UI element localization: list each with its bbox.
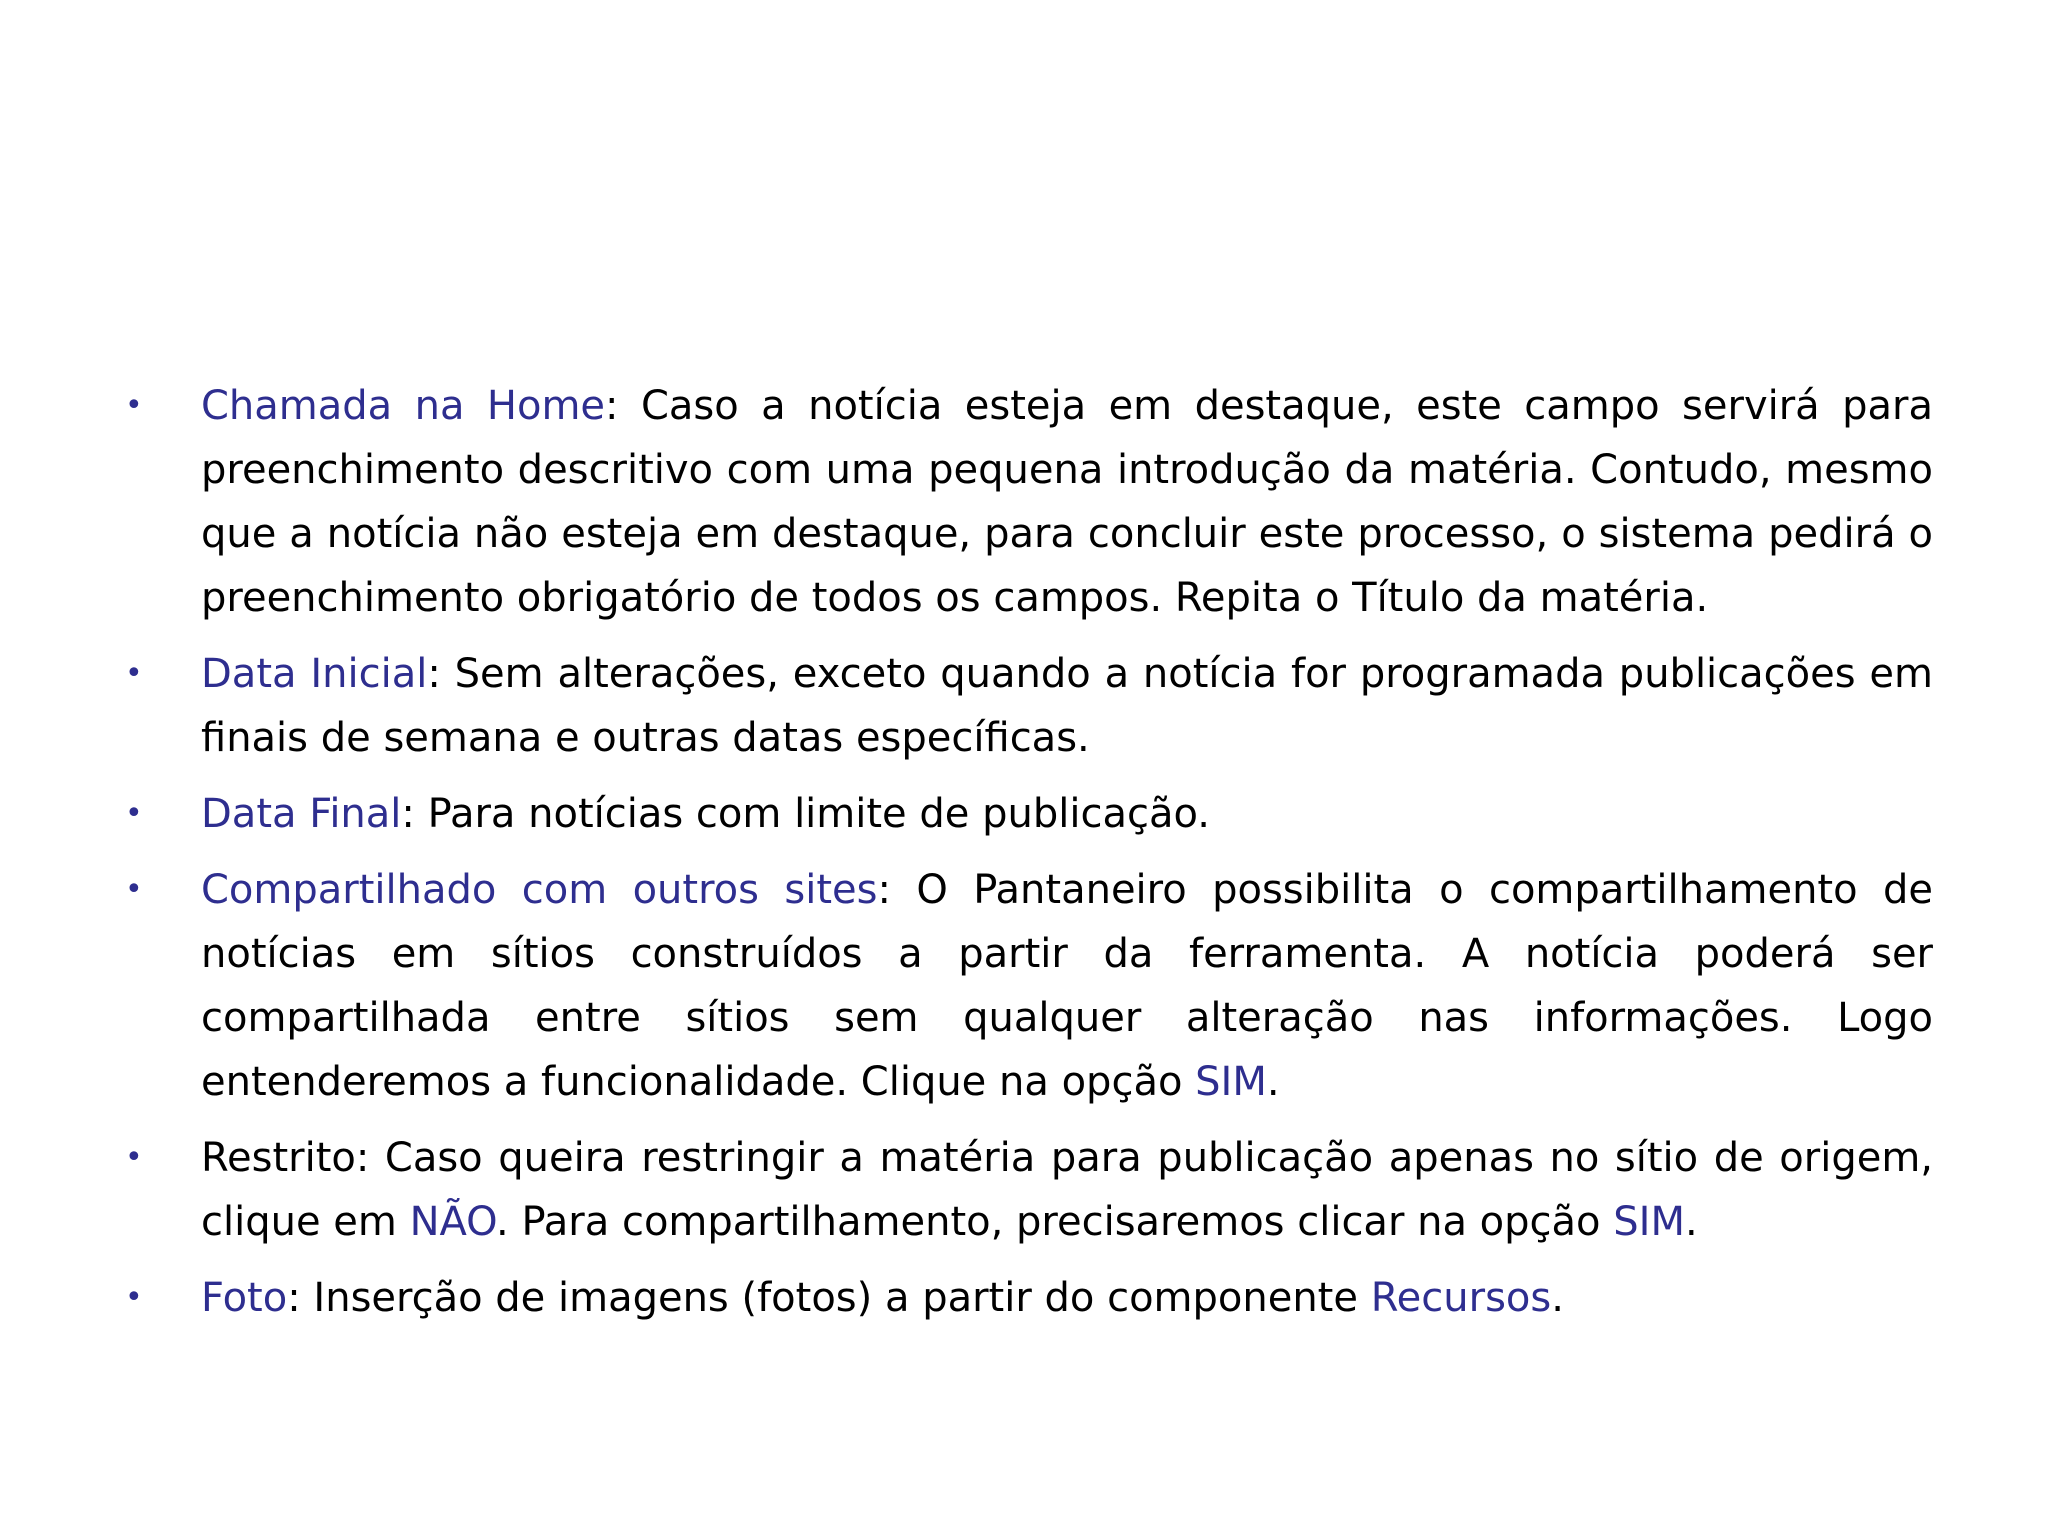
item-description: Inserção de imagens (fotos) a partir do componente bbox=[313, 1275, 1371, 1321]
option-nao-label: NÃO bbox=[409, 1199, 497, 1245]
list-item-compartilhado bbox=[118, 858, 1933, 1114]
bullet-icon: • bbox=[125, 388, 143, 423]
bullet-icon: • bbox=[125, 1280, 143, 1315]
list-item-data-final bbox=[118, 782, 1933, 846]
item-description: Caso a notícia esteja em destaque, este campo servirá para preenchimento descritivo com uma pequena introdução da matéria. Contudo, mesmo que a notícia não esteja em destaque, para concluir este processo, o sistema pedirá o preenchimento obrigatório de todos os campos. Repita o Título da matéria. bbox=[201, 383, 1933, 621]
bullet-icon: • bbox=[125, 656, 143, 691]
list-item-data-inicial bbox=[118, 642, 1933, 770]
item-description: Sem alterações, exceto quando a notícia for programada publicações em finais de semana e outras datas específicas. bbox=[201, 651, 1933, 761]
bullet-icon: • bbox=[125, 1140, 143, 1175]
sentence-end: . bbox=[1266, 1059, 1280, 1105]
term-label: Foto bbox=[201, 1275, 288, 1321]
list-item-foto bbox=[118, 1266, 1933, 1330]
term-label: Data Inicial bbox=[201, 651, 428, 697]
recursos-label: Recursos bbox=[1370, 1275, 1552, 1321]
option-sim-label: SIM bbox=[1613, 1199, 1685, 1245]
term-separator: : bbox=[287, 1275, 314, 1321]
item-description: O Pantaneiro possibilita o compartilhamento de notícias em sítios construídos a partir da ferramenta. A notícia poderá ser compartilhada entre sítios sem qualquer alteração nas informações. Logo entenderemos a funcionalidade. Clique na opção bbox=[201, 867, 1933, 1105]
term-label: Compartilhado com outros sites bbox=[201, 867, 878, 913]
term-separator: : bbox=[605, 383, 641, 429]
term-separator: : bbox=[401, 791, 428, 837]
term-separator: : bbox=[427, 651, 455, 697]
list-item-chamada-na-home bbox=[118, 374, 1933, 630]
item-description: Restrito: Caso queira restringir a matéria para publicação apenas no sítio de origem, clique em bbox=[201, 1135, 1933, 1245]
item-description-continued: . Para compartilhamento, precisaremos clicar na opção bbox=[496, 1199, 1614, 1245]
list-item-restrito bbox=[118, 1126, 1933, 1254]
term-label: Chamada na Home bbox=[201, 383, 606, 429]
item-description: Para notícias com limite de publicação. bbox=[427, 791, 1210, 837]
bullet-icon: • bbox=[125, 796, 143, 831]
sentence-end: . bbox=[1551, 1275, 1564, 1321]
sentence-end: . bbox=[1684, 1199, 1698, 1245]
bullet-list bbox=[118, 374, 1933, 1342]
term-label: Data Final bbox=[201, 791, 402, 837]
bullet-icon: • bbox=[125, 872, 143, 907]
term-separator: : bbox=[877, 867, 917, 913]
option-sim-label: SIM bbox=[1195, 1059, 1267, 1105]
